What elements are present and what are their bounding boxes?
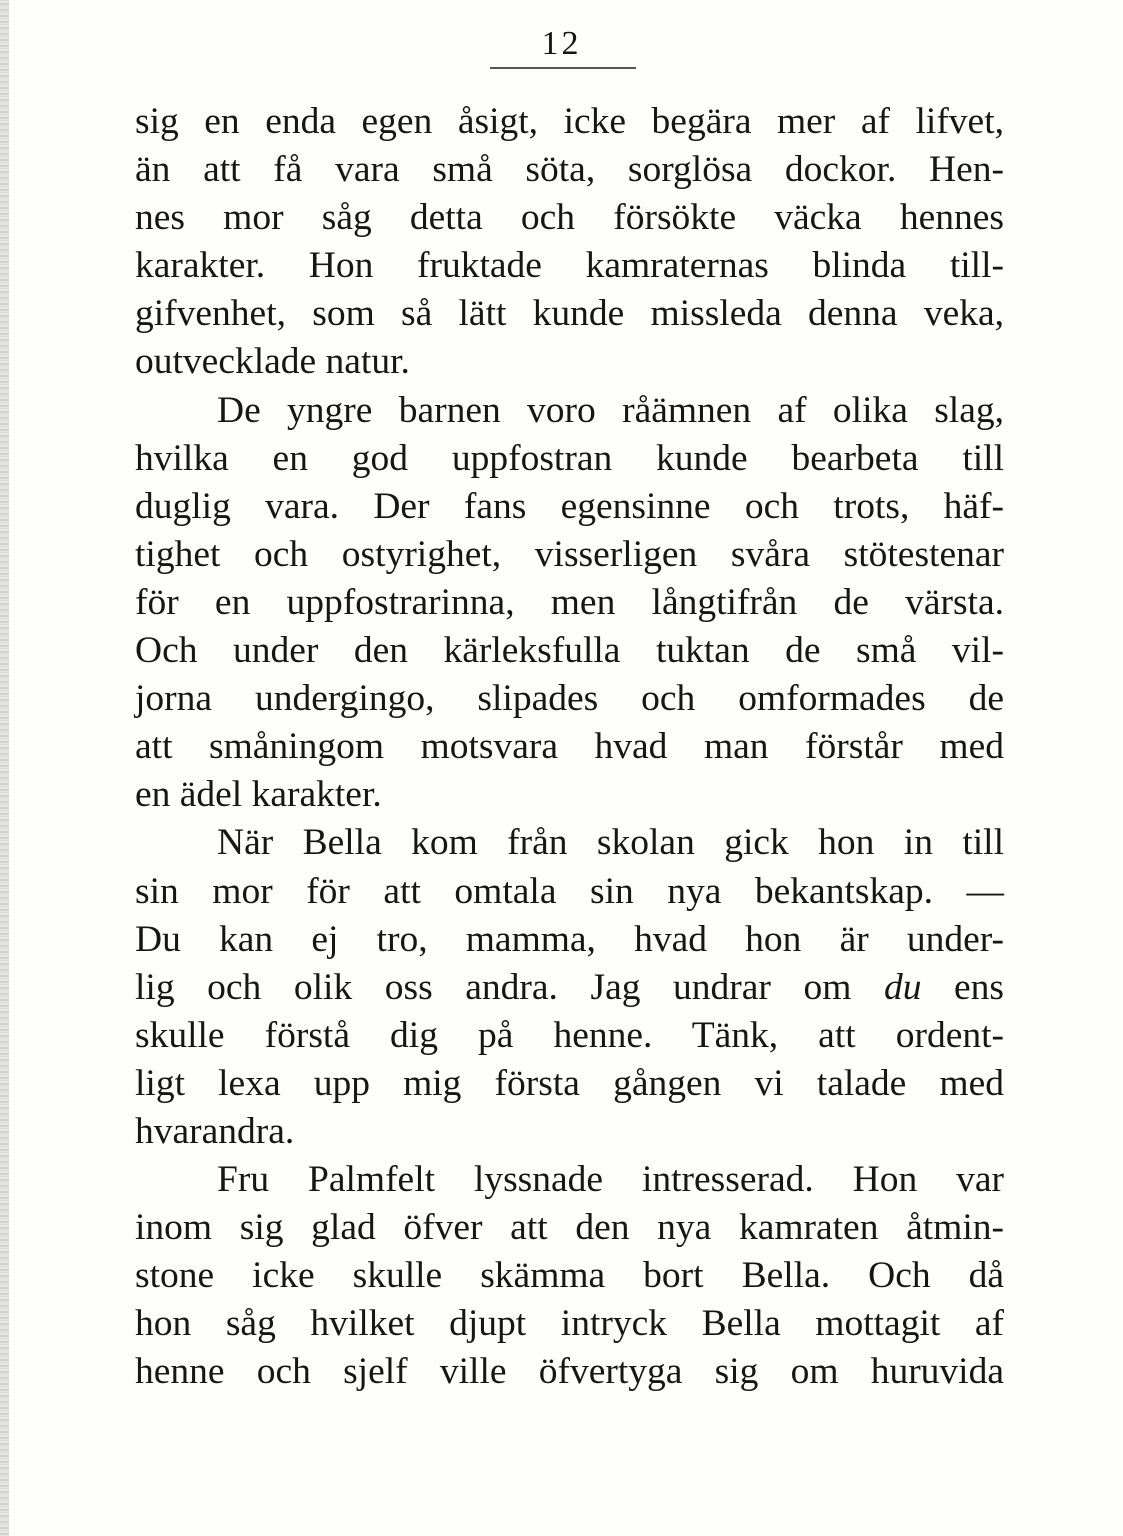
text-line: De yngre barnen voro råämnen af olika slag,	[217, 389, 1004, 431]
text-line: att småningom motsvara hvad man förstår med	[135, 726, 1004, 768]
text-line: karakter. Hon fruktade kamraternas blinda till-	[135, 245, 1004, 287]
text-line: hvilka en god uppfostran kunde bearbeta till	[135, 437, 1004, 479]
scan-edge	[0, 0, 9, 1536]
text-segment: ens	[921, 966, 1004, 1008]
text-line: Fru Palmfelt lyssnade intresserad. Hon var	[217, 1159, 1004, 1201]
emphasized-word: du	[883, 966, 922, 1008]
text-line: Du kan ej tro, mamma, hvad hon är under-	[135, 918, 1004, 960]
text-line: för en uppfostrarinna, men långtifrån de värsta.	[135, 581, 1004, 623]
text-line: en ädel karakter.	[135, 774, 382, 816]
text-line: När Bella kom från skolan gick hon in till	[217, 822, 1004, 864]
text-line: duglig vara. Der fans egensinne och trots, häf-	[135, 485, 1004, 527]
text-line: outvecklade natur.	[135, 341, 410, 383]
text-line: ligt lexa upp mig första gången vi talade med	[135, 1062, 1004, 1104]
text-line: nes mor såg detta och försökte väcka hennes	[135, 197, 1004, 239]
text-line: stone icke skulle skämma bort Bella. Och då	[135, 1255, 1004, 1297]
text-line: Och under den kärleksfulla tuktan de små vil-	[135, 630, 1004, 672]
header-rule	[490, 67, 636, 69]
text-segment: lig och olik oss andra. Jag undrar om	[135, 966, 884, 1008]
text-line: jorna undergingo, slipades och omformades de	[135, 678, 1004, 720]
text-line: inom sig glad öfver att den nya kamraten åtmin-	[135, 1207, 1004, 1249]
text-line: hon såg hvilket djupt intryck Bella mottagit af	[135, 1303, 1004, 1345]
text-line: henne och sjelf ville öfvertyga sig om huruvida	[135, 1351, 1004, 1393]
body-text	[135, 98, 1004, 1397]
text-line: än att få vara små söta, sorglösa dockor. Hen-	[135, 149, 1004, 191]
text-line: gifvenhet, som så lätt kunde missleda denna veka,	[135, 293, 1004, 335]
text-line: sin mor för att omtala sin nya bekantskap. —	[135, 870, 1004, 912]
text-line: sig en enda egen åsigt, icke begära mer af lifvet,	[135, 101, 1004, 142]
text-line: hvarandra.	[135, 1110, 295, 1152]
text-line: skulle förstå dig på henne. Tänk, att ordent-	[135, 1014, 1004, 1056]
page-number: 12	[541, 25, 582, 62]
text-line: tighet och ostyrighet, visserligen svåra stötestenar	[135, 533, 1004, 575]
text-line-with-emphasis	[135, 964, 1004, 1012]
